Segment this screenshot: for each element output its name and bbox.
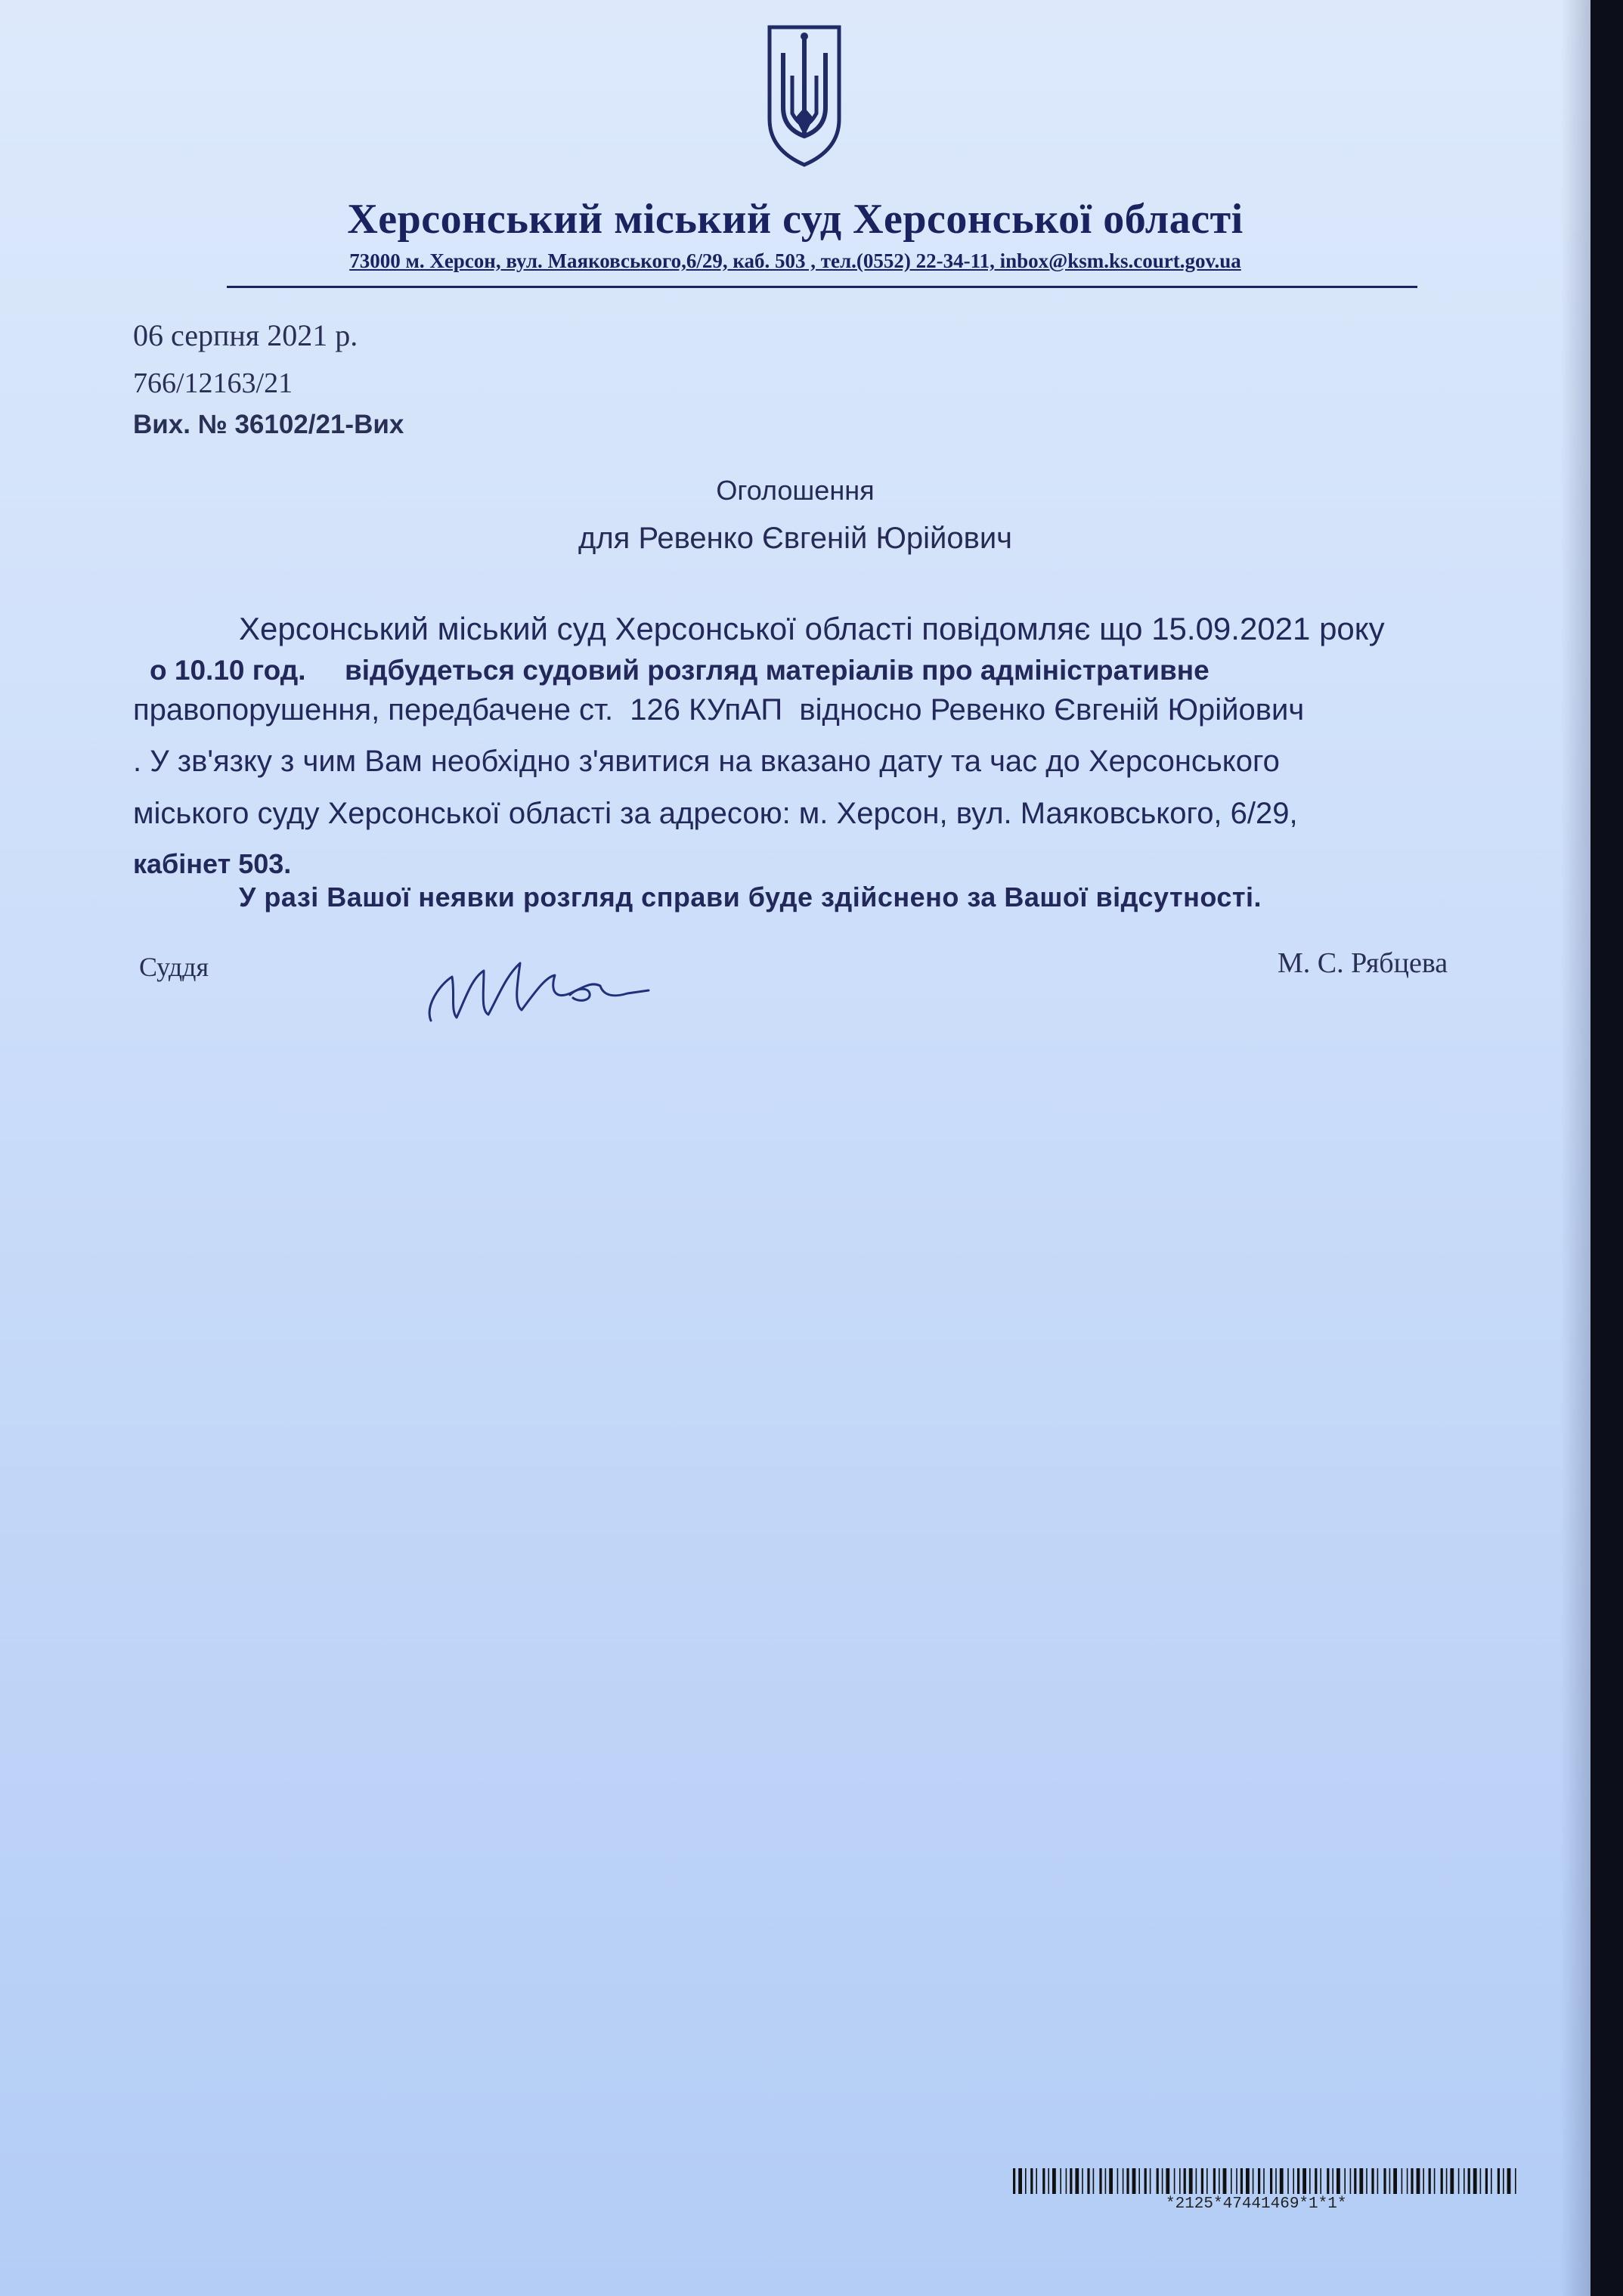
barcode-bar <box>1423 2168 1424 2194</box>
case-number: 766/12163/21 <box>133 367 293 399</box>
barcode-bar <box>1366 2168 1367 2194</box>
barcode-bar <box>1417 2168 1420 2194</box>
photo-background-edge <box>1590 0 1623 2296</box>
barcode-bar <box>1042 2168 1045 2194</box>
barcode-bar <box>1275 2168 1277 2194</box>
body-line-5: міського суду Херсонської області за адресою: м. Херсон, вул. Маяковського, 6/29, <box>133 797 1298 830</box>
barcode-bar <box>1302 2168 1306 2194</box>
barcode-bar <box>1327 2168 1329 2194</box>
barcode-bar <box>1407 2168 1408 2194</box>
barcode-bar <box>1117 2168 1119 2194</box>
barcode-bar <box>1157 2168 1159 2194</box>
barcode-bar <box>1070 2168 1072 2194</box>
barcode-bar <box>1150 2168 1151 2194</box>
barcode-bar <box>1075 2168 1079 2194</box>
barcode-bar <box>1446 2168 1448 2194</box>
judge-role: Суддя <box>139 952 209 982</box>
barcode-bar <box>1498 2168 1500 2194</box>
barcode-bar <box>1036 2168 1037 2194</box>
barcode-bar <box>1389 2168 1391 2194</box>
barcode-bar <box>1018 2168 1022 2194</box>
announcement-title: Оголошення <box>716 475 875 506</box>
barcode-bar <box>1315 2168 1317 2194</box>
header-divider <box>227 286 1417 288</box>
barcode-bar <box>1174 2168 1175 2194</box>
barcode-bar <box>1450 2168 1454 2194</box>
barcode-bar <box>1144 2168 1147 2194</box>
barcode-bar <box>1166 2168 1169 2194</box>
barcode-bar <box>1105 2168 1107 2194</box>
barcode-bar <box>1246 2168 1250 2194</box>
body-line-6: кабінет 503. <box>133 848 292 879</box>
barcode-bar <box>1082 2168 1083 2194</box>
coat-of-arms-icon <box>765 23 844 168</box>
barcode-bar <box>1184 2168 1186 2194</box>
barcode-bar <box>1297 2168 1299 2194</box>
body-line-3: правопорушення, передбачене ст. 126 КУпАП відносно Ревенко Євгеній Юрійович <box>133 693 1305 727</box>
barcode-bar <box>1336 2168 1340 2194</box>
barcode-bar <box>1507 2168 1511 2194</box>
barcode-bar <box>1503 2168 1504 2194</box>
barcode-bar <box>1441 2168 1443 2194</box>
barcode-bar <box>1258 2168 1260 2194</box>
announcement-recipient: для Ревенко Євгеній Юрійович <box>578 522 1013 555</box>
barcode-bar <box>1411 2168 1413 2194</box>
document-date: 06 серпня 2021 р. <box>133 318 358 352</box>
barcode-bar <box>1013 2168 1015 2194</box>
absence-warning: У разі Вашої неявки розгляд справи буде здійснено за Вашої відсутності. <box>239 882 1262 913</box>
barcode-bar <box>1480 2168 1482 2194</box>
barcode-bar <box>1377 2168 1379 2194</box>
barcode-bar <box>1132 2168 1136 2194</box>
barcode-bar <box>1087 2168 1089 2194</box>
barcode-bar <box>1048 2168 1049 2194</box>
barcode-bar <box>1371 2168 1374 2194</box>
barcode-text: *2125*47441469*1*1* <box>1166 2195 1347 2213</box>
barcode-bar <box>1201 2168 1203 2194</box>
barcode-bar <box>1030 2168 1033 2194</box>
barcode-bar <box>1458 2168 1460 2194</box>
barcode-bar <box>1240 2168 1243 2194</box>
judge-name: М. С. Рябцева <box>1278 947 1448 979</box>
barcode-bar <box>1434 2168 1436 2194</box>
barcode-bar <box>1109 2168 1113 2194</box>
barcode-bar <box>1213 2168 1216 2194</box>
barcode-bar <box>1491 2168 1492 2194</box>
barcode-bar <box>1468 2168 1470 2194</box>
barcode-bar <box>1196 2168 1197 2194</box>
barcode-bar <box>1099 2168 1101 2194</box>
barcode-bar <box>1126 2168 1129 2194</box>
barcode-bar <box>1219 2168 1220 2194</box>
barcode-bar <box>1189 2168 1193 2194</box>
barcode-bar <box>1270 2168 1272 2194</box>
court-address: 73000 м. Херсон, вул. Маяковського,6/29, каб. 503 , тел.(0552) 22-34-11, inbox@ksm.ks.court.gov.ua <box>349 249 1241 272</box>
barcode-bar <box>1463 2168 1465 2194</box>
barcode-bar <box>1309 2168 1311 2194</box>
barcode-bar <box>1162 2168 1163 2194</box>
barcode-bar <box>1223 2168 1227 2194</box>
barcode-bar <box>1429 2168 1431 2194</box>
barcode-bar <box>1287 2168 1289 2194</box>
barcode-bar <box>1179 2168 1181 2194</box>
outgoing-number: Вих. № 36102/21-Вих <box>133 410 404 439</box>
barcode-bar <box>1263 2168 1265 2194</box>
barcode-bar <box>1025 2168 1027 2194</box>
body-line-2: о 10.10 год. відбудеться судовий розгляд матеріалів про адміністративне <box>150 655 1210 686</box>
barcode-bar <box>1393 2168 1397 2194</box>
barcode-bar <box>1320 2168 1321 2194</box>
body-line-4: . У зв'язку з чим Вам необхідно з'явитися на вказано дату та час до Херсонського <box>133 745 1280 778</box>
judge-signature <box>422 931 664 1030</box>
barcode-bar <box>1280 2168 1284 2194</box>
barcode-bar <box>1344 2168 1346 2194</box>
barcode-bar <box>1332 2168 1333 2194</box>
barcode-bar <box>1231 2168 1232 2194</box>
barcode-bar <box>1354 2168 1356 2194</box>
barcode-bar <box>1293 2168 1294 2194</box>
barcode-bar <box>1066 2168 1067 2194</box>
barcode-graphic <box>1013 2168 1519 2194</box>
barcode-bar <box>1123 2168 1124 2194</box>
body-line-1: Херсонський міський суд Херсонської області повідомляє що 15.09.2021 року <box>239 611 1385 646</box>
barcode-bar <box>1093 2168 1095 2194</box>
barcode-bar <box>1473 2168 1477 2194</box>
barcode-bar <box>1253 2168 1254 2194</box>
barcode-bar <box>1485 2168 1488 2194</box>
barcode-bar <box>1052 2168 1056 2194</box>
barcode-bar <box>1236 2168 1237 2194</box>
barcode-bar <box>1206 2168 1208 2194</box>
barcode-bar <box>1383 2168 1386 2194</box>
barcode-bar <box>1402 2168 1403 2194</box>
barcode-bar <box>1359 2168 1363 2194</box>
barcode-bar <box>1060 2168 1061 2194</box>
barcode-bar <box>1515 2168 1516 2194</box>
court-name: Херсонський міський суд Херсонської області <box>347 196 1244 243</box>
barcode-bar <box>1350 2168 1352 2194</box>
barcode-bar <box>1138 2168 1140 2194</box>
